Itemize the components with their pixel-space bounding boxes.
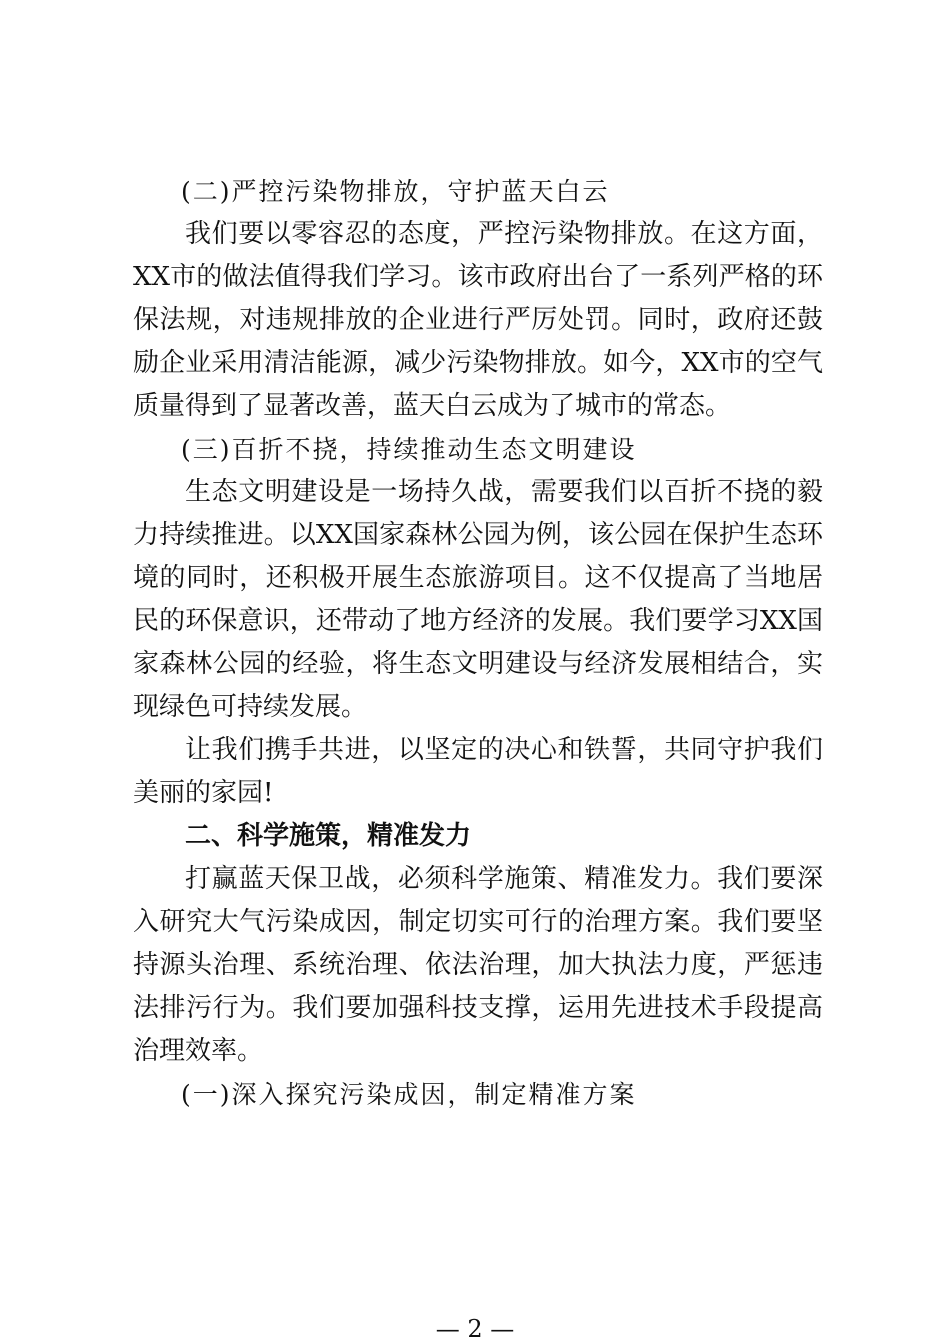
subheading-3: (三)百折不挠，持续推动生态文明建设 <box>181 435 637 464</box>
paragraph-3: 让我们携手共进，以坚定的决心和铁誓，共同守护我们美丽的家园! <box>133 735 823 808</box>
section-heading: 二、科学施策，精准发力 <box>185 821 472 851</box>
paragraph-2: 生态文明建设是一场持久战，需要我们以百折不挠的毅力持续推进。以XX国家森林公园为例，该公园在保护生态环境的同时，还积极开展生态旅游项目。这不仅提高了当地居民的环保意识，还带动了地方经济的发展。我们要学习XX国家森林公园的经验，将生态文明建设与经济发展相结合，实现绿色可持续发展。 <box>133 477 823 722</box>
subheading-2: (二)严控污染物排放，守护蓝天白云 <box>181 177 610 206</box>
paragraph-1: 我们要以零容忍的态度，严控污染物排放。在这方面，XX市的做法值得我们学习。该市政府出台了一系列严格的环保法规，对违规排放的企业进行严厉处罚。同时，政府还鼓励企业采用清洁能源，减少污染物排放。如今，XX市的空气质量得到了显著改善，蓝天白云成为了城市的常态。 <box>133 219 823 421</box>
document-body <box>133 170 823 1116</box>
paragraph-4: 打赢蓝天保卫战，必须科学施策、精准发力。我们要深入研究大气污染成因，制定切实可行的治理方案。我们要坚持源头治理、系统治理、依法治理，加大执法力度，严惩违法排污行为。我们要加强科技支撑，运用先进技术手段提高治理效率。 <box>133 864 823 1066</box>
subheading-1: (一)深入探究污染成因，制定精准方案 <box>181 1080 637 1109</box>
page-number: — 2 — <box>435 1315 515 1343</box>
